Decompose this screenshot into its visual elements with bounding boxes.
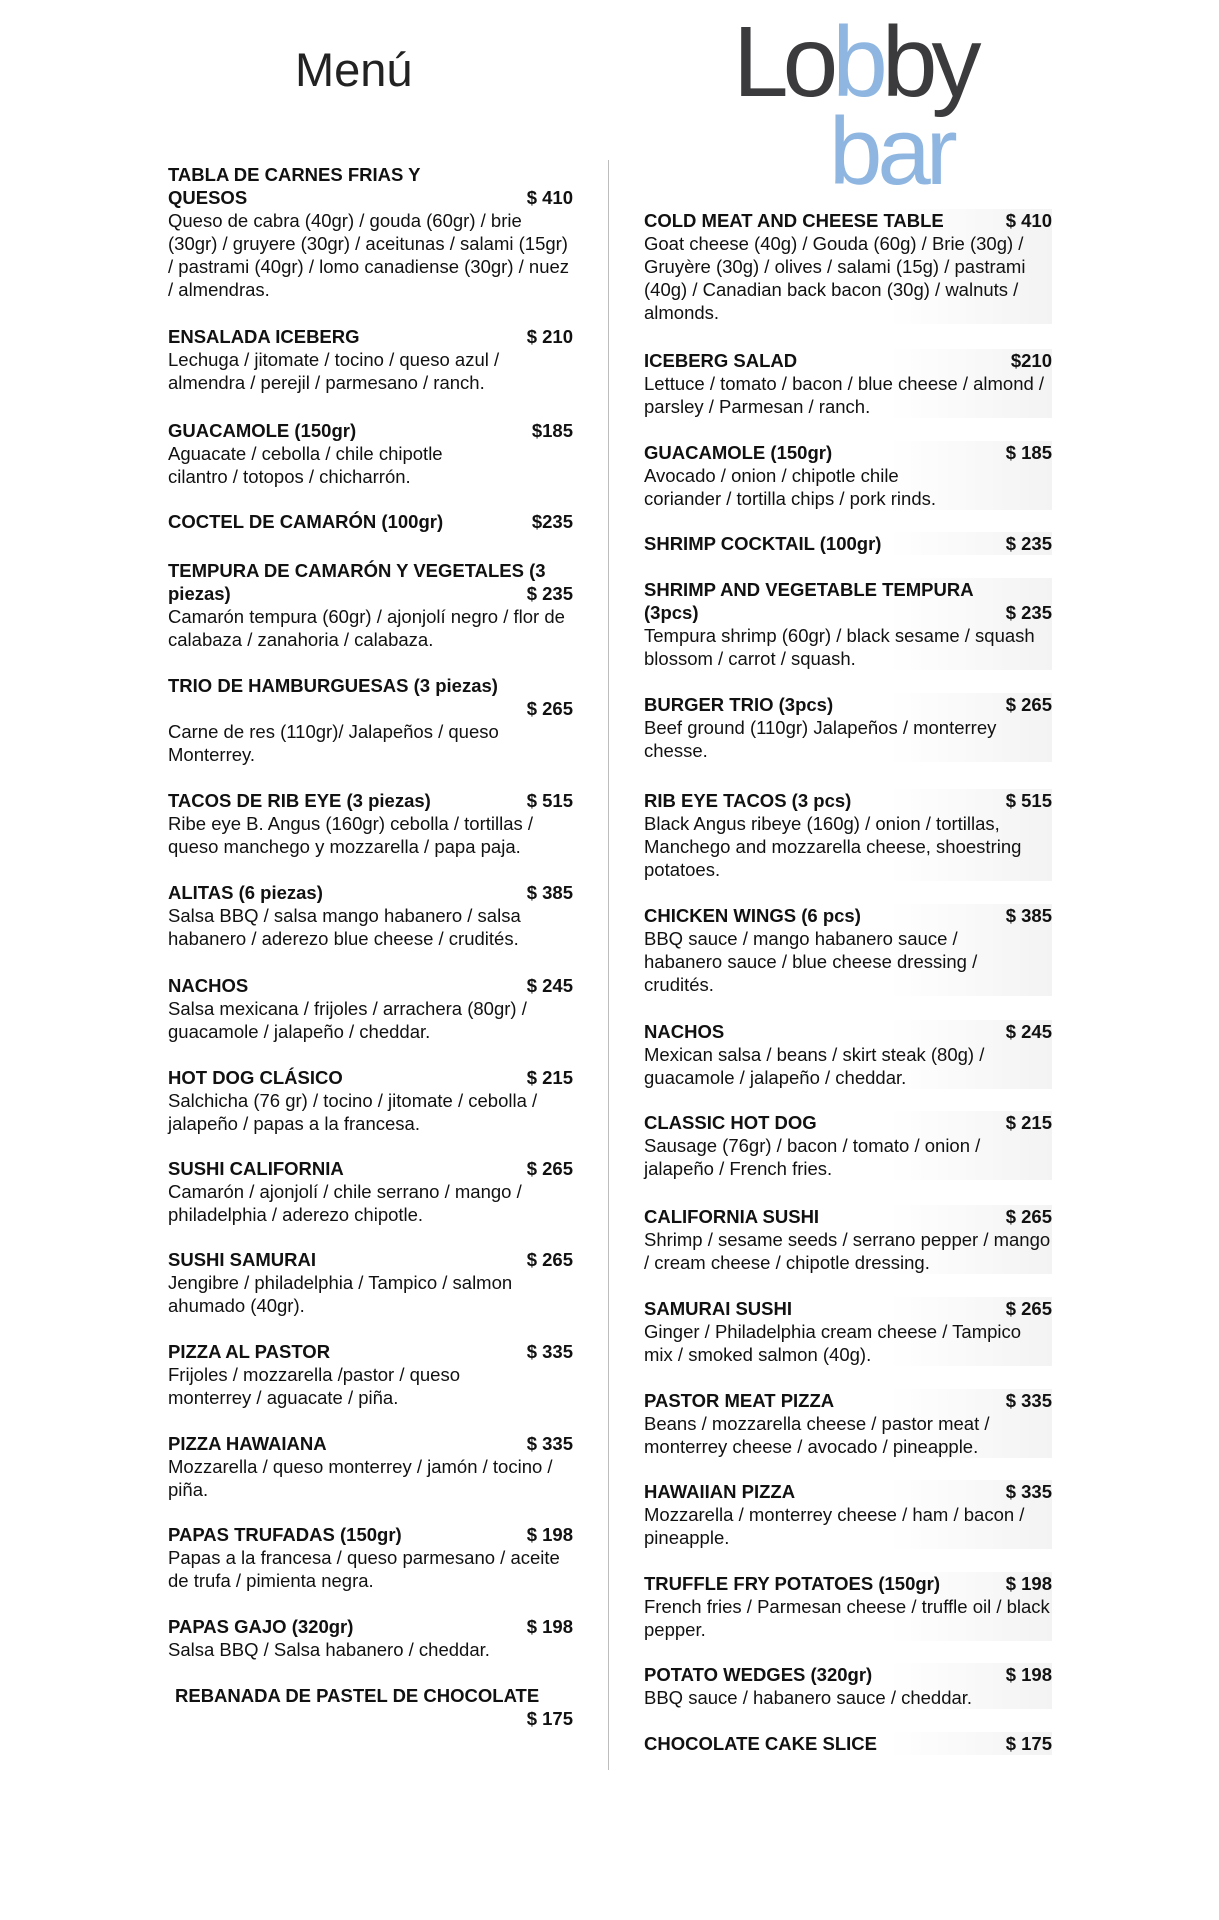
item-description: Avocado / onion / chipotle chile coriander / tortilla chips / pork rinds.	[644, 465, 937, 509]
menu-item	[168, 1684, 573, 1730]
item-price: $ 175	[526, 1708, 573, 1729]
item-description: BBQ sauce / habanero sauce / cheddar.	[644, 1687, 973, 1708]
item-name: NACHOS	[644, 1021, 725, 1042]
item-price: $ 410	[1005, 210, 1052, 231]
item-name: ALITAS (6 piezas)	[168, 882, 323, 903]
logo-part-a: Lo	[733, 6, 833, 118]
item-price: $ 265	[1005, 1298, 1052, 1319]
item-description: Salsa mexicana / frijoles / arrachera (80gr) / guacamole / jalapeño / cheddar.	[168, 998, 527, 1042]
menu-item	[168, 559, 573, 651]
menu-item	[644, 1389, 1052, 1458]
logo-part-b: b	[832, 6, 882, 118]
menu-item	[168, 674, 573, 766]
item-name: ICEBERG SALAD	[644, 350, 798, 371]
item-name: SHRIMP COCKTAIL (100gr)	[644, 533, 882, 554]
item-price: $ 215	[1005, 1112, 1052, 1133]
item-price: $ 385	[1005, 905, 1052, 926]
item-description: Salchicha (76 gr) / tocino / jitomate / cebolla / jalapeño / papas a la francesa.	[168, 1090, 538, 1134]
item-name: TRUFFLE FRY POTATOES (150gr)	[644, 1573, 941, 1594]
item-name: REBANADA DE PASTEL DE CHOCOLATE	[175, 1685, 540, 1706]
item-description: Black Angus ribeye (160g) / onion / tortillas, Manchego and mozzarella cheese, shoestring potatoes.	[644, 813, 1022, 880]
item-name: GUACAMOLE (150gr)	[168, 420, 357, 441]
menu-item	[168, 1340, 573, 1409]
item-name: GUACAMOLE (150gr)	[644, 442, 833, 463]
menu-item	[644, 1480, 1052, 1549]
item-name: RIB EYE TACOS (3 pcs)	[644, 790, 852, 811]
item-price: $ 198	[1005, 1664, 1052, 1685]
menu-item	[644, 441, 1052, 510]
item-description: Mozzarella / queso monterrey / jamón / tocino / piña.	[168, 1456, 553, 1500]
menu-item	[644, 789, 1052, 881]
item-price: $ 335	[526, 1433, 573, 1454]
item-price: $210	[1010, 350, 1052, 371]
menu-item	[168, 1066, 573, 1135]
column-divider	[608, 160, 609, 1770]
item-price: $ 198	[526, 1524, 573, 1545]
menu-item	[168, 1523, 573, 1592]
item-name: ENSALADA ICEBERG	[168, 326, 360, 347]
item-description: Aguacate / cebolla / chile chipotle cilantro / totopos / chicharrón.	[168, 443, 443, 487]
item-price: $ 175	[1005, 1733, 1052, 1754]
item-price: $ 235	[526, 583, 573, 604]
item-name: COCTEL DE CAMARÓN (100gr)	[168, 511, 444, 532]
item-description: Lettuce / tomato / bacon / blue cheese / almond / parsley / Parmesan / ranch.	[644, 373, 1045, 417]
item-name: TEMPURA DE CAMARÓN Y VEGETALES (3 piezas)	[168, 560, 546, 604]
item-price: $ 235	[1005, 602, 1052, 623]
item-description: Camarón / ajonjolí / chile serrano / mango / philadelphia / aderezo chipotle.	[168, 1181, 522, 1225]
menu-item	[168, 1157, 573, 1226]
item-name: PAPAS GAJO (320gr)	[168, 1616, 354, 1637]
item-name: PIZZA HAWAIANA	[168, 1433, 327, 1454]
item-description: Beef ground (110gr) Jalapeños / monterrey chesse.	[644, 717, 997, 761]
menu-item	[644, 209, 1052, 324]
item-name: TRIO DE HAMBURGUESAS (3 piezas)	[168, 675, 498, 696]
item-description: French fries / Parmesan cheese / truffle oil / black pepper.	[644, 1596, 1050, 1640]
item-price: $ 265	[1005, 694, 1052, 715]
item-description: Sausage (76gr) / bacon / tomato / onion / jalapeño / French fries.	[644, 1135, 981, 1179]
item-description: Salsa BBQ / Salsa habanero / cheddar.	[168, 1639, 490, 1660]
item-name: PAPAS TRUFADAS (150gr)	[168, 1524, 402, 1545]
item-description: Goat cheese (40g) / Gouda (60g) / Brie (30g) / Gruyère (30g) / olives / salami (15g) / pastrami (40g) / Canadian back bacon (30g) / walnuts / almonds.	[644, 233, 1026, 323]
item-description: Ginger / Philadelphia cream cheese / Tampico mix / smoked salmon (40g).	[644, 1321, 1022, 1365]
item-description: Jengibre / philadelphia / Tampico / salmon ahumado (40gr).	[168, 1272, 513, 1316]
item-description: Mozzarella / monterrey cheese / ham / bacon / pineapple.	[644, 1504, 1025, 1548]
item-name: POTATO WEDGES (320gr)	[644, 1664, 873, 1685]
item-name: PIZZA AL PASTOR	[168, 1341, 331, 1362]
item-price: $ 410	[526, 187, 573, 208]
menu-item	[644, 1297, 1052, 1366]
item-price: $ 265	[526, 1158, 573, 1179]
item-name: SUSHI SAMURAI	[168, 1249, 317, 1270]
item-name: CLASSIC HOT DOG	[644, 1112, 817, 1133]
item-price: $ 265	[1005, 1206, 1052, 1227]
item-name: TABLA DE CARNES FRIAS Y QUESOS	[168, 164, 421, 208]
item-description: Ribe eye B. Angus (160gr) cebolla / tortillas / queso manchego y mozzarella / papa paja.	[168, 813, 534, 857]
menu-item	[644, 904, 1052, 996]
item-price: $185	[531, 420, 573, 441]
item-description: Tempura shrimp (60gr) / black sesame / squash blossom / carrot / squash.	[644, 625, 1035, 669]
menu-item	[644, 1205, 1052, 1274]
item-description: Papas a la francesa / queso parmesano / aceite de trufa / pimienta negra.	[168, 1547, 560, 1591]
item-description: Beans / mozzarella cheese / pastor meat / monterrey cheese / avocado / pineapple.	[644, 1413, 990, 1457]
item-description: Salsa BBQ / salsa mango habanero / salsa habanero / aderezo blue cheese / crudités.	[168, 905, 521, 949]
item-description: Shrimp / sesame seeds / serrano pepper / mango / cream cheese / chipotle dressing.	[644, 1229, 1051, 1273]
item-price: $235	[531, 511, 573, 532]
lobby-bar-logo	[733, 6, 1003, 205]
item-price: $ 335	[1005, 1481, 1052, 1502]
item-price: $ 265	[526, 698, 573, 719]
item-name: COLD MEAT AND CHEESE TABLE	[644, 210, 944, 231]
item-description: Queso de cabra (40gr) / gouda (60gr) / brie (30gr) / gruyere (30gr) / aceitunas / salami (15gr) / pastrami (40gr) / lomo canadiense (30gr) / nuez / almendras.	[168, 210, 570, 300]
logo-line-2: bar	[829, 98, 953, 205]
menu-item	[168, 1615, 573, 1661]
item-name: TACOS DE RIB EYE (3 piezas)	[168, 790, 431, 811]
item-name: CHICKEN WINGS (6 pcs)	[644, 905, 861, 926]
menu-item	[644, 1732, 1052, 1755]
item-description: Frijoles / mozzarella /pastor / queso monterrey / aguacate / piña.	[168, 1364, 461, 1408]
item-name: NACHOS	[168, 975, 249, 996]
menu-item	[168, 1432, 573, 1501]
item-description: Carne de res (110gr)/ Jalapeños / queso Monterrey.	[168, 721, 499, 765]
item-name: HAWAIIAN PIZZA	[644, 1481, 796, 1502]
item-price: $ 385	[526, 882, 573, 903]
item-price: $ 335	[526, 1341, 573, 1362]
menu-item	[168, 881, 573, 950]
menu-item	[644, 1572, 1052, 1641]
item-name: CHOCOLATE CAKE SLICE	[644, 1733, 877, 1754]
menu-item	[644, 578, 1052, 670]
item-name: SUSHI CALIFORNIA	[168, 1158, 344, 1179]
item-description: BBQ sauce / mango habanero sauce / habanero sauce / blue cheese dressing / crudités.	[644, 928, 978, 995]
item-price: $ 515	[1005, 790, 1052, 811]
item-price: $ 235	[1005, 533, 1052, 554]
item-description: Mexican salsa / beans / skirt steak (80g) / guacamole / jalapeño / cheddar.	[644, 1044, 985, 1088]
menu-item	[644, 532, 1052, 555]
item-price: $ 515	[526, 790, 573, 811]
menu-item	[644, 349, 1052, 418]
menu-item	[168, 510, 573, 533]
item-price: $ 198	[1005, 1573, 1052, 1594]
page-title: Menú	[295, 43, 413, 96]
menu-item	[168, 789, 573, 858]
item-name: HOT DOG CLÁSICO	[168, 1067, 343, 1088]
item-price: $ 265	[526, 1249, 573, 1270]
item-name: BURGER TRIO (3pcs)	[644, 694, 834, 715]
menu-item	[168, 163, 573, 301]
item-price: $ 245	[1005, 1021, 1052, 1042]
item-price: $ 185	[1005, 442, 1052, 463]
item-price: $ 198	[526, 1616, 573, 1637]
item-description: Lechuga / jitomate / tocino / queso azul / almendra / perejil / parmesano / ranch.	[168, 349, 500, 393]
item-name: PASTOR MEAT PIZZA	[644, 1390, 835, 1411]
menu-item	[168, 1248, 573, 1317]
menu-item	[168, 419, 573, 488]
item-price: $ 335	[1005, 1390, 1052, 1411]
item-price: $ 210	[526, 326, 573, 347]
menu-item	[168, 325, 573, 394]
logo-part-c: by	[881, 6, 976, 118]
menu-item	[644, 1111, 1052, 1180]
item-name: SHRIMP AND VEGETABLE TEMPURA (3pcs)	[644, 579, 973, 623]
logo-line-1	[733, 6, 976, 118]
item-name: SAMURAI SUSHI	[644, 1298, 793, 1319]
menu-item	[644, 1663, 1052, 1709]
menu-item	[644, 693, 1052, 762]
item-price: $ 215	[526, 1067, 573, 1088]
item-name: CALIFORNIA SUSHI	[644, 1206, 820, 1227]
menu-item	[644, 1020, 1052, 1089]
menu-item	[168, 974, 573, 1043]
item-price: $ 245	[526, 975, 573, 996]
item-description: Camarón tempura (60gr) / ajonjolí negro / flor de calabaza / zanahoria / calabaza.	[168, 606, 565, 650]
